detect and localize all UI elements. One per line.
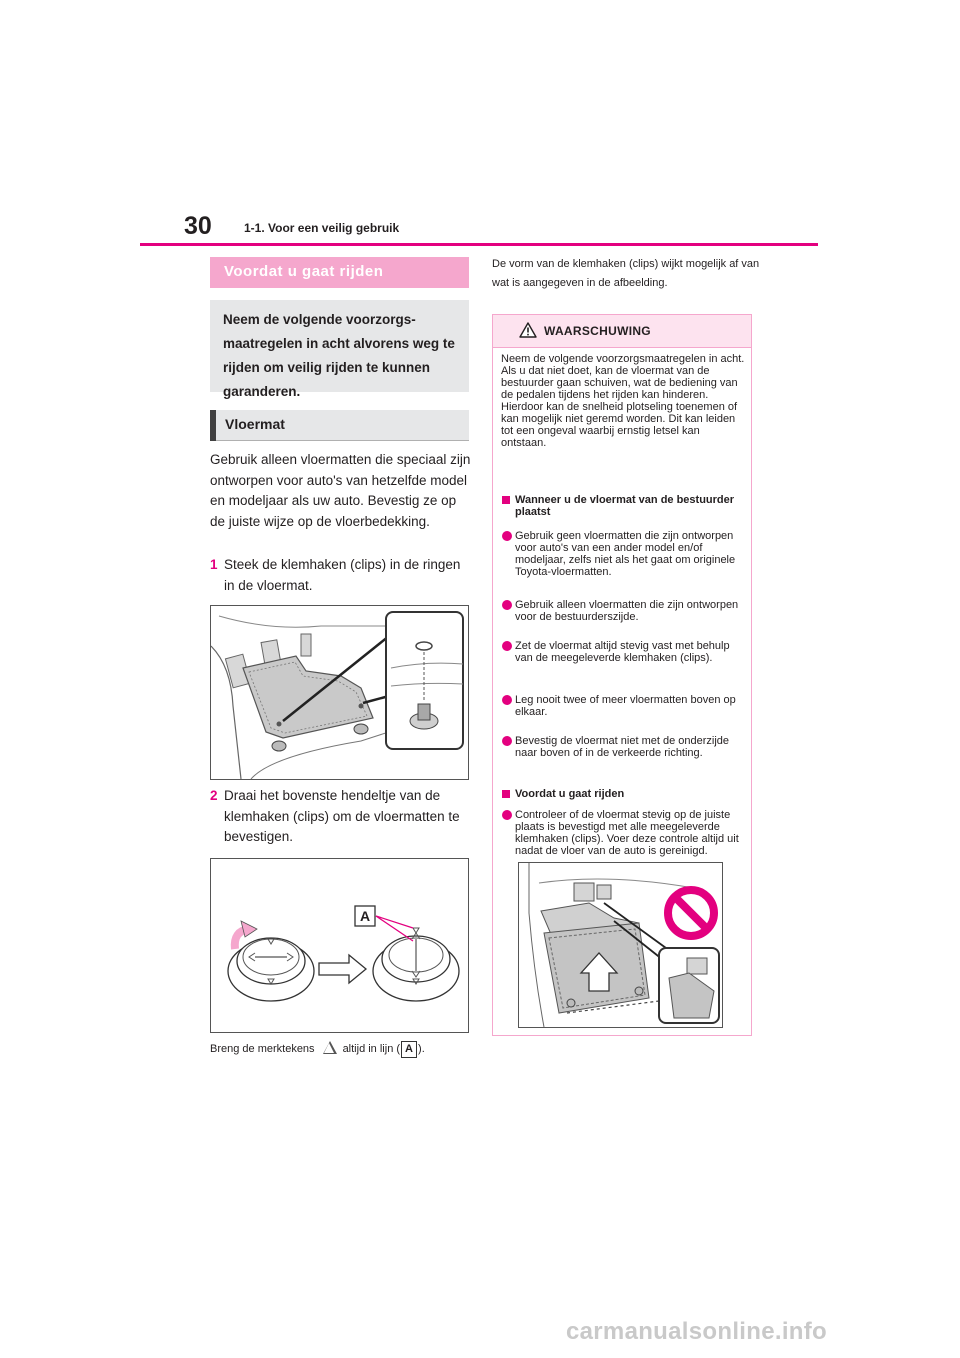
clip-rotation-illustration — [211, 859, 468, 1032]
chapter-banner — [210, 257, 469, 288]
warning-title: WAARSCHUWING — [544, 324, 651, 338]
bullet-dot-icon — [502, 600, 512, 610]
bullet-dot-icon — [502, 736, 512, 746]
watermark: carmanualsonline.info — [566, 1318, 828, 1345]
step-text: Steek de klemhaken (clips) in de ringen in de vloermat. — [224, 557, 461, 593]
caption-label-a: A — [401, 1041, 417, 1058]
subheading-bar — [210, 410, 216, 441]
page-number: 30 — [184, 212, 212, 240]
bullet-dot-icon — [502, 531, 512, 541]
floor-mat-illustration — [211, 606, 468, 779]
wrong-mat-figure — [518, 862, 723, 1028]
step-1 — [210, 555, 472, 597]
figure-caption — [210, 1041, 425, 1058]
body-text: Gebruik alleen vloermatten die speciaal zijn ontworpen voor auto's van hetzelfde model en modeljaar als uw auto. Bevestig ze op de juiste wijze op de vloerbedekking. — [210, 452, 471, 529]
step-2 — [210, 786, 472, 848]
chapter-banner-label: Voordat u gaat rijden — [224, 263, 384, 280]
clip-shape-note: De vorm van de klemhaken (clips) wijkt mogelijk af van wat is aangegeven in de afbeelding. — [492, 258, 760, 289]
bullet-dot-icon — [502, 641, 512, 651]
figure-label-a: A — [360, 908, 371, 924]
bullet-dot-icon — [502, 695, 512, 705]
square-bullet-icon — [502, 496, 510, 504]
caption-text-start: Breng de merktekens — [210, 1043, 315, 1055]
square-bullet-icon — [502, 790, 510, 798]
step-number: 2 — [210, 788, 218, 803]
caption-text-middle: altijd in lijn ( — [342, 1043, 401, 1055]
subheading-label: Vloermat — [225, 416, 285, 432]
step-number: 1 — [210, 557, 218, 572]
floor-mat-figure — [210, 605, 469, 780]
section-title: 1-1. Voor een veilig gebruik — [244, 221, 400, 235]
caption-text-end: ). — [418, 1043, 425, 1055]
step-text: Draai het bovenste hendeltje van de klemhaken (clips) om de vloermatten te bevestigen. — [224, 788, 460, 844]
warning-triangle-icon — [519, 322, 537, 338]
clip-rotation-figure — [210, 858, 469, 1033]
bullet-dot-icon — [502, 810, 512, 820]
warning-header — [493, 315, 751, 348]
warning-box: WAARSCHUWING Neem de volgende voorzorgsmaatregelen in acht. Als u dat niet doet, kan de vloermat van de bestuurder gaan schuiven, wat de bediening van de pedalen tijdens het rijden kan hinderen. Hierdoor kan de snelheid plotseling toenemen of kan mogelijk niet geremd worden. Dit kan leiden tot een ongeval waarbij ernstig letsel kan ontstaan. Wanneer u de vloermat van de bestuurder plaatst Gebruik geen vloermatten die zijn ontworpen voor auto's van een ander model en/of modeljaar, zelfs niet als het gaat om originele Toyota-vloermatten. Gebruik alleen vloermatten die zijn ontworpen voor de bestuurderszijde. Zet de vloermat altijd stevig vast met behulp van de meegeleverde klemhaken (clips). Leg nooit twee of meer vloermatten boven op elkaar. Bevestig de vloermat niet met de onderzijde naar boven of in de verkeerde richting. Voordat u gaat rijden Controleer of de vloermat stevig op de juiste plaats is bevestigd met alle meegeleverde klemhaken (clips). Voer deze controle altijd uit nadat de vloer van de auto is gereinigd. — [492, 314, 752, 1036]
subheading-vloermat — [210, 410, 469, 441]
warning-text: Neem de volgende voorzorgsmaatregelen in acht. Als u dat niet doet, kan de vloermat van de bestuurder gaan schuiven, wat de bediening van de pedalen tijdens het rijden kan hinderen. Hierdoor kan de snelheid plotseling toenemen of kan mogelijk niet geremd worden. Dit kan leiden tot een ongeval waarbij ernstig letsel kan ontstaan. — [501, 353, 745, 449]
triangle-mark-icon — [323, 1041, 337, 1054]
intro-box — [210, 300, 469, 399]
wrong-mat-illustration — [519, 863, 722, 1027]
intro-box-text: Neem de volgende voorzorgsmaatregelen in acht alvorens weg te rijden om veilig rijden te kunnen garanderen. — [223, 312, 455, 399]
header-rule — [140, 243, 818, 246]
